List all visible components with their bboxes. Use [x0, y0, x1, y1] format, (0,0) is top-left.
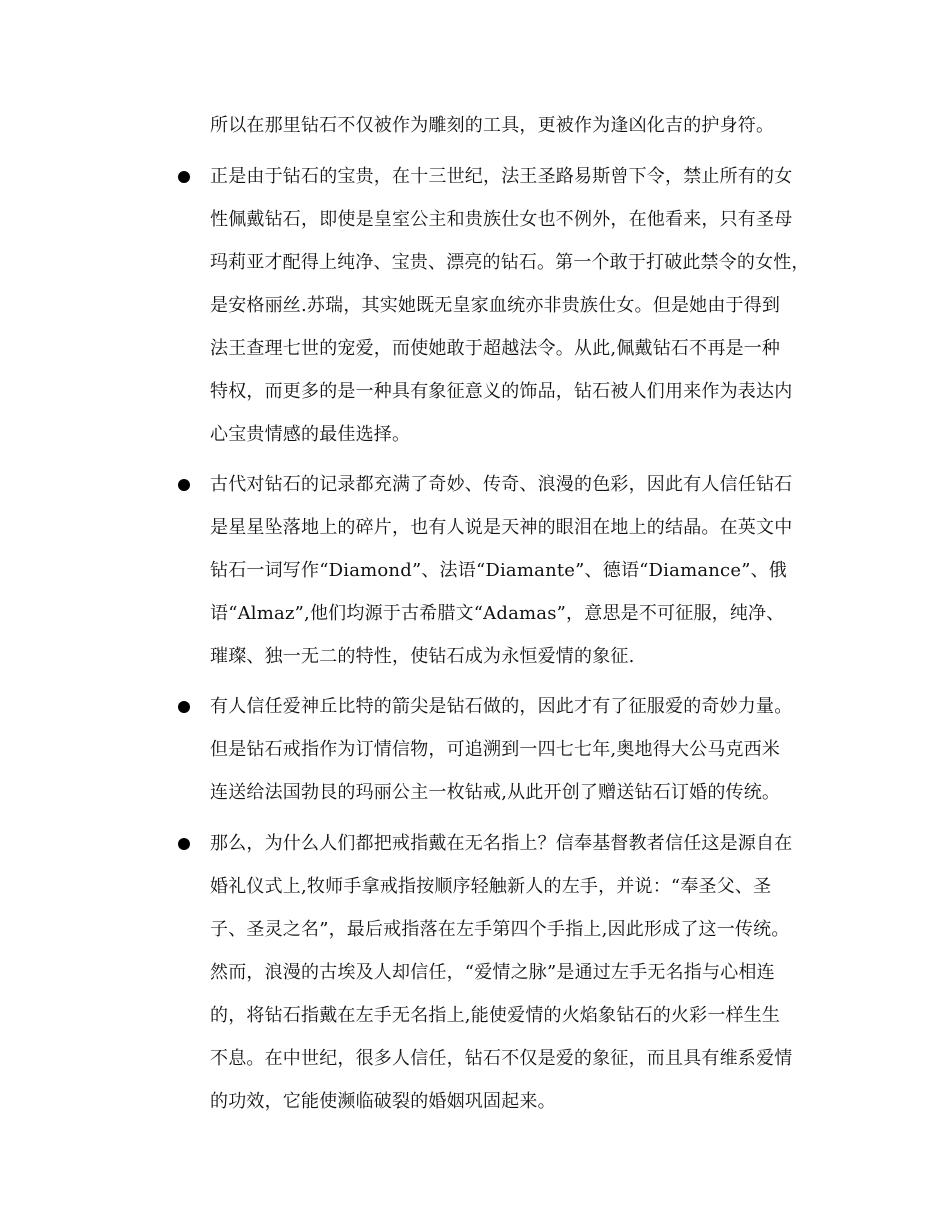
intro-line: 所以在那里钻石不仅被作为雕刻的工具，更被作为逢凶化吉的护身符。 — [210, 115, 775, 136]
paragraph-4-line-5: 的，将钻石指戴在左手无名指上,能使爱情的火焰象钻石的火彩一样生生 — [210, 1005, 781, 1026]
paragraph-1-line-5: 法王查理七世的宠爱，而使她敢于超越法令。从此,佩戴钻石不再是一种 — [210, 338, 781, 359]
paragraph-1-line-6: 特权，而更多的是一种具有象征意义的饰品，钻石被人们用来作为表达内 — [210, 381, 793, 402]
bullet-icon — [178, 838, 190, 850]
paragraph-3-line-2: 但是钻石戒指作为订情信物，可追溯到一四七七年,奥地得大公马克西米 — [210, 739, 781, 760]
paragraph-2-line-2: 是星星坠落地上的碎片，也有人说是天神的眼泪在地上的结晶。在英文中 — [210, 517, 793, 538]
paragraph-1-line-1: 正是由于钻石的宝贵，在十三世纪，法王圣路易斯曾下令，禁止所有的女 — [210, 166, 793, 187]
paragraph-2-line-3: 钻石一词写作“Diamond”、法语“Diamante”、德语“Diamance”、俄 — [210, 560, 787, 581]
paragraph-1-line-2: 性佩戴钻石，即使是皇室公主和贵族仕女也不例外，在他看来，只有圣母 — [210, 209, 793, 230]
paragraph-4-line-1: 那么，为什么人们都把戒指戴在无名指上？信奉基督教者信任这是源自在 — [210, 833, 793, 854]
paragraph-2-line-1: 古代对钻石的记录都充满了奇妙、传奇、浪漫的色彩，因此有人信任钻石 — [210, 474, 793, 495]
paragraph-4-line-3: 子、圣灵之名”，最后戒指落在左手第四个手指上,因此形成了这一传统。 — [210, 919, 790, 940]
paragraph-2-line-5: 璀璨、独一无二的特性，使钻石成为永恒爱情的象征. — [210, 646, 635, 667]
paragraph-4-line-2: 婚礼仪式上,牧师手拿戒指按顺序轻触新人的左手，并说：“奉圣父、圣 — [210, 876, 772, 897]
paragraph-1-line-3: 玛莉亚才配得上纯净、宝贵、漂亮的钻石。第一个敢于打破此禁令的女性， — [210, 252, 810, 273]
paragraph-3-line-3: 连送给法国勃艮的玛丽公主一枚钻戒,从此开创了赠送钻石订婚的传统。 — [210, 782, 781, 803]
paragraph-2-line-4: 语“Almaz”,他们均源于古希腊文“Adamas”，意思是不可征服，纯净、 — [210, 603, 785, 624]
paragraph-4-line-6: 不息。在中世纪，很多人信任，钻石不仅是爱的象征，而且具有维系爱情 — [210, 1048, 793, 1069]
bullet-icon — [178, 701, 190, 713]
paragraph-3-line-1: 有人信任爱神丘比特的箭尖是钻石做的，因此才有了征服爱的奇妙力量。 — [210, 696, 793, 717]
paragraph-4-line-7: 的功效，它能使濒临破裂的婚姻巩固起来。 — [210, 1091, 556, 1112]
paragraph-1-line-4: 是安格丽丝.苏瑞，其实她既无皇家血统亦非贵族仕女。但是她由于得到 — [210, 295, 781, 316]
paragraph-1-line-7: 心宝贵情感的最佳选择。 — [210, 424, 411, 445]
bullet-icon — [178, 171, 190, 183]
bullet-icon — [178, 479, 190, 491]
paragraph-4-line-4: 然而，浪漫的古埃及人却信任，“爱情之脉”是通过左手无名指与心相连 — [210, 962, 775, 983]
